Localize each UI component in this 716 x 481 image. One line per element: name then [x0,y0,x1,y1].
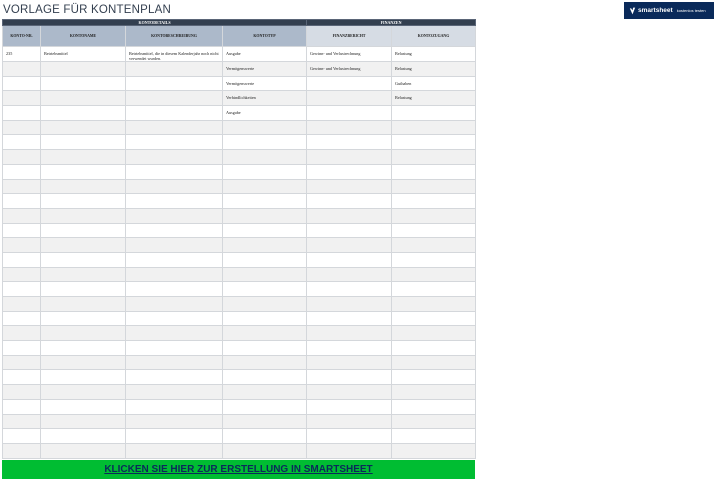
table-row [3,341,476,356]
table-cell[interactable] [392,194,476,209]
cta-bar[interactable] [2,460,475,479]
table-cell[interactable] [392,341,476,356]
smartsheet-banner[interactable] [624,2,714,19]
table-cell[interactable] [126,208,223,223]
table-cell[interactable] [392,311,476,326]
table-cell[interactable] [392,399,476,414]
page-title: VORLAGE FÜR KONTENPLAN [3,4,171,16]
table-row [3,164,476,179]
table-cell[interactable]: Gewinn- und Verlustrechnung [307,62,392,77]
table-cell[interactable] [307,223,392,238]
table-cell[interactable] [392,120,476,135]
table-cell[interactable] [392,223,476,238]
table-cell[interactable]: Betriebsmittel [41,47,126,62]
table-cell[interactable] [126,311,223,326]
table-cell[interactable] [126,106,223,121]
table-cell[interactable] [126,355,223,370]
table-row [3,91,476,106]
table-cell[interactable] [3,297,41,312]
table-cell[interactable] [392,150,476,165]
table-cell[interactable] [41,179,126,194]
table-cell[interactable] [307,164,392,179]
table-cell[interactable] [392,164,476,179]
table-cell[interactable] [3,311,41,326]
table-cell[interactable] [392,208,476,223]
table-cell[interactable] [3,355,41,370]
table-row [3,355,476,370]
table-cell[interactable] [307,385,392,400]
table-cell[interactable] [126,341,223,356]
table-cell[interactable] [41,443,126,458]
table-cell[interactable] [126,62,223,77]
table-cell[interactable] [126,194,223,209]
table-cell[interactable] [41,208,126,223]
table-cell[interactable] [126,370,223,385]
table-cell[interactable] [223,252,307,267]
table-row [3,76,476,91]
banner-brand: smartsheet [638,7,673,14]
table-cell[interactable] [392,443,476,458]
table-cell[interactable] [41,414,126,429]
table-cell[interactable] [41,341,126,356]
smartsheet-logo-icon [629,7,636,15]
table-cell[interactable] [126,267,223,282]
table-cell[interactable] [392,370,476,385]
table-cell[interactable] [392,179,476,194]
table-cell[interactable] [3,150,41,165]
table-cell[interactable] [41,135,126,150]
table-cell[interactable] [3,443,41,458]
table-cell[interactable] [126,399,223,414]
table-cell[interactable] [126,414,223,429]
table-cell[interactable] [392,326,476,341]
table-row [3,252,476,267]
table-cell[interactable] [126,429,223,444]
table-cell[interactable] [392,282,476,297]
table-cell[interactable] [41,120,126,135]
table-cell[interactable] [3,238,41,253]
table-row [3,106,476,121]
table-cell[interactable] [307,91,392,106]
table-cell[interactable]: Gewinn- und Verlustrechnung [307,47,392,62]
table-cell[interactable] [223,120,307,135]
table-cell[interactable] [126,252,223,267]
table-cell[interactable] [41,355,126,370]
table-row [3,297,476,312]
table-cell[interactable] [41,252,126,267]
table-row [3,179,476,194]
table-cell[interactable] [307,106,392,121]
table-cell[interactable] [223,150,307,165]
table-cell[interactable] [223,355,307,370]
table-cell[interactable] [307,355,392,370]
table-cell[interactable] [307,341,392,356]
table-cell[interactable] [41,150,126,165]
column-header: KONTOTYP [223,26,307,47]
table-cell[interactable] [223,414,307,429]
table-cell[interactable] [223,385,307,400]
table-cell[interactable] [223,370,307,385]
table-cell[interactable]: Belastung [392,91,476,106]
table-row [3,282,476,297]
table-cell[interactable]: Vermögenswerte [223,62,307,77]
table-cell[interactable]: Ausgabe [223,47,307,62]
group-header-finance: FINANZEN [307,20,476,26]
table-cell[interactable] [3,91,41,106]
table-cell[interactable] [392,135,476,150]
table-cell[interactable]: Ausgabe [223,106,307,121]
table-cell[interactable] [126,91,223,106]
table-cell[interactable] [307,238,392,253]
table-cell[interactable] [126,150,223,165]
table-cell[interactable]: Guthaben [392,76,476,91]
column-header: KONTOZUGANG [392,26,476,47]
table-row [3,223,476,238]
table-cell[interactable] [41,267,126,282]
column-header: FINANZBERICHT [307,26,392,47]
table-cell[interactable] [223,267,307,282]
table-cell[interactable] [307,443,392,458]
table-cell[interactable] [223,282,307,297]
table-cell[interactable] [126,135,223,150]
table-cell[interactable] [3,414,41,429]
table-row [3,370,476,385]
table-cell[interactable] [126,164,223,179]
table-cell[interactable] [41,399,126,414]
table-cell[interactable]: Vermögenswerte [223,76,307,91]
table-cell[interactable] [307,252,392,267]
table-cell[interactable] [3,135,41,150]
table-row [3,47,476,62]
table-row [3,120,476,135]
table-cell[interactable] [392,297,476,312]
table-row [3,208,476,223]
table-cell[interactable] [307,208,392,223]
table-cell[interactable] [126,385,223,400]
table-cell[interactable] [3,267,41,282]
table-row [3,150,476,165]
table-row [3,62,476,77]
table-cell[interactable] [307,370,392,385]
table-cell[interactable] [3,385,41,400]
table-cell[interactable] [3,223,41,238]
table-row [3,326,476,341]
table-cell[interactable] [3,179,41,194]
table-cell[interactable] [126,223,223,238]
table-cell[interactable] [41,282,126,297]
table-cell[interactable] [126,76,223,91]
table-cell[interactable] [223,179,307,194]
table-row [3,399,476,414]
table-cell[interactable] [307,76,392,91]
table-row [3,311,476,326]
table-cell[interactable] [126,179,223,194]
table-cell[interactable] [41,297,126,312]
column-header: KONTOBESCHREIBUNG [126,26,223,47]
table-row [3,429,476,444]
table-cell[interactable] [41,370,126,385]
table-row [3,267,476,282]
table-cell[interactable] [223,399,307,414]
table-row [3,194,476,209]
table-cell[interactable] [41,62,126,77]
table-cell[interactable] [3,194,41,209]
table-cell[interactable] [41,106,126,121]
table-row [3,443,476,458]
table-cell[interactable] [307,282,392,297]
table-cell[interactable] [392,385,476,400]
cta-link[interactable]: KLICKEN SIE HIER ZUR ERSTELLUNG IN SMARTSHEET [104,464,373,475]
table-cell[interactable] [41,385,126,400]
table-cell[interactable] [307,267,392,282]
table-cell[interactable] [41,91,126,106]
table-cell[interactable] [126,238,223,253]
table-cell[interactable] [307,150,392,165]
table-cell[interactable] [307,179,392,194]
table-cell[interactable] [41,164,126,179]
table-cell[interactable]: Betriebsmittel, die in diesem Kalenderjahr noch nicht verwendet wurden. [126,47,223,62]
table-cell[interactable] [3,106,41,121]
table-row [3,414,476,429]
table-cell[interactable] [41,311,126,326]
table-cell[interactable] [3,370,41,385]
table-row [3,135,476,150]
table-cell[interactable] [3,164,41,179]
table-cell[interactable] [41,326,126,341]
table-cell[interactable] [307,194,392,209]
table-cell[interactable] [307,399,392,414]
table-cell[interactable] [307,311,392,326]
table-cell[interactable] [223,164,307,179]
table-cell[interactable] [223,194,307,209]
table-cell[interactable]: Belastung [392,62,476,77]
table-cell[interactable] [223,223,307,238]
table-cell[interactable] [307,429,392,444]
table-cell[interactable] [307,414,392,429]
table-cell[interactable]: Belastung [392,47,476,62]
table-row [3,238,476,253]
table-cell[interactable] [392,238,476,253]
chart-of-accounts-table [2,19,476,459]
table-cell[interactable] [223,208,307,223]
table-cell[interactable] [41,194,126,209]
table-cell[interactable] [41,223,126,238]
table-cell[interactable] [223,135,307,150]
column-header: KONTO-NR. [3,26,41,47]
table-cell[interactable] [126,120,223,135]
table-cell[interactable] [307,120,392,135]
table-cell[interactable] [223,429,307,444]
table-cell[interactable] [3,341,41,356]
table-cell[interactable] [126,326,223,341]
table-cell[interactable] [126,282,223,297]
table-cell[interactable] [223,341,307,356]
table-cell[interactable] [3,252,41,267]
table-cell[interactable] [126,443,223,458]
table-cell[interactable] [223,326,307,341]
table-cell[interactable] [392,252,476,267]
table-cell[interactable] [3,399,41,414]
table-cell[interactable]: 235 [3,47,41,62]
table-cell[interactable] [41,429,126,444]
banner-cta: kostenlos testen [676,8,706,13]
table-cell[interactable] [3,76,41,91]
table-cell[interactable] [126,297,223,312]
table-cell[interactable] [3,429,41,444]
table-cell[interactable] [223,443,307,458]
table-cell[interactable] [3,62,41,77]
table-cell[interactable] [392,106,476,121]
table-cell[interactable] [307,326,392,341]
table-cell[interactable] [392,429,476,444]
table-cell[interactable] [223,238,307,253]
table-cell[interactable] [392,355,476,370]
table-cell[interactable] [3,120,41,135]
table-cell[interactable] [3,208,41,223]
table-cell[interactable] [392,267,476,282]
table-cell[interactable] [41,238,126,253]
table-cell[interactable]: Verbindlichkeiten [223,91,307,106]
table-cell[interactable] [3,282,41,297]
group-header-details: KONTODETAILS [3,20,307,26]
table-cell[interactable] [392,414,476,429]
table-cell[interactable] [223,297,307,312]
table-cell[interactable] [307,135,392,150]
table-cell[interactable] [223,311,307,326]
table-cell[interactable] [307,297,392,312]
column-header: KONTONAME [41,26,126,47]
table-row [3,385,476,400]
table-cell[interactable] [3,326,41,341]
table-cell[interactable] [41,76,126,91]
